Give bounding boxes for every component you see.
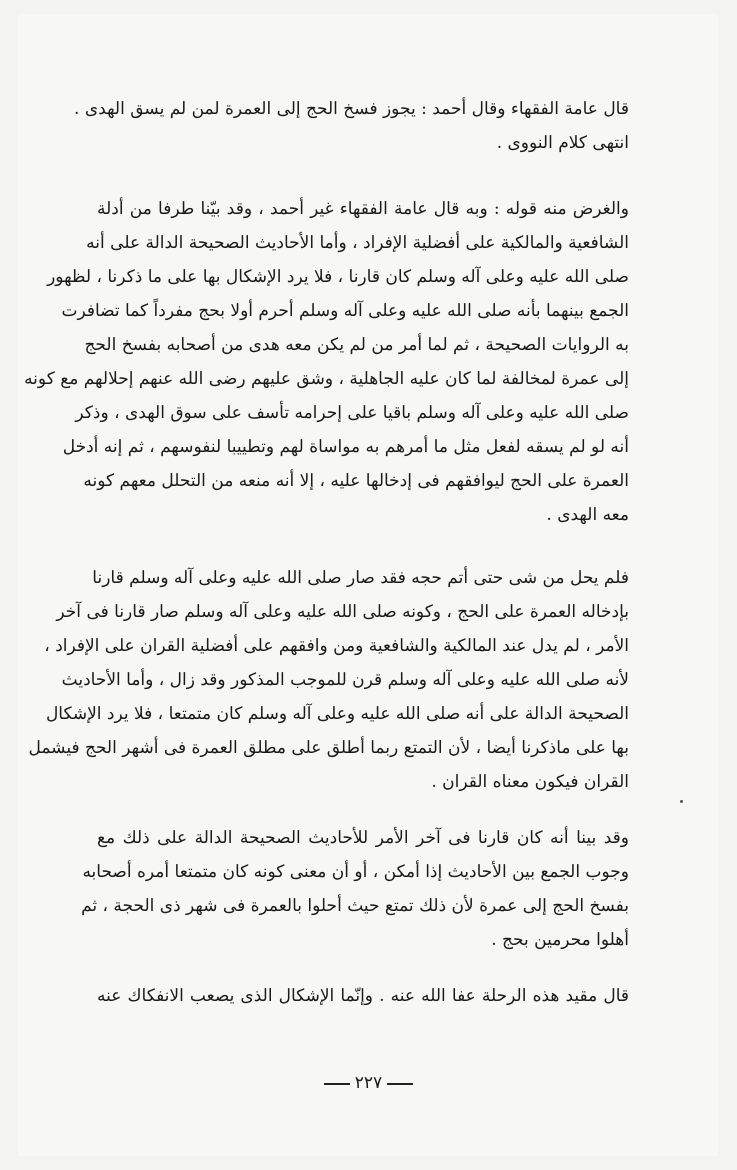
text-line: والغرض منه قوله : وبه قال عامة الفقهاء غير أحمد ، وقد بيّنا طرفا من أدلة bbox=[97, 199, 629, 219]
text-line: وجوب الجمع بين الأحاديث إذا أمكن ، أو أن معنى كونه كان متمتعا أمره أصحابه bbox=[82, 862, 629, 882]
text-line: الصحيحة الدالة على أنه صلى الله عليه وعلى آله وسلم كان متمتعا ، فلا يرد الإشكال bbox=[45, 704, 629, 724]
paragraph-1 bbox=[74, 92, 629, 160]
text-line: صلى الله عليه وعلى آله وسلم كان قارنا ، فلا يرد الإشكال بها على ما ذكرنا ، لظهور bbox=[47, 267, 629, 287]
paragraph-2 bbox=[24, 192, 629, 532]
text-line: أهلوا محرمين بحج . bbox=[491, 930, 629, 950]
text-line: انتهى كلام النووى . bbox=[496, 133, 629, 153]
text-line: بإدخاله العمرة على الحج ، وكونه صلى الله عليه وعلى آله وسلم صار قارنا فى آخر bbox=[56, 602, 629, 622]
text-line: العمرة على الحج ليوافقهم فى إدخالها عليه ، إلا أنه منعه من التحلل معهم كونه bbox=[83, 471, 629, 491]
text-line: قال مقيد هذه الرحلة عفا الله عنه . وإنّما الإشكال الذى يصعب الانفكاك عنه bbox=[97, 986, 629, 1006]
text-line: معه الهدى . bbox=[546, 505, 629, 525]
dash-left bbox=[387, 1083, 413, 1085]
scan-speck bbox=[680, 800, 683, 803]
text-line: بها على ماذكرنا أيضا ، لأن التمتع ربما أطلق على مطلق العمرة فى أشهر الحج فيشمل bbox=[28, 738, 629, 758]
text-line: فلم يحل من شى حتى أتم حجه فقد صار صلى الله عليه وعلى آله وسلم قارنا bbox=[92, 568, 629, 588]
dash-right bbox=[324, 1083, 350, 1085]
page-number-value: ٢٢٧ bbox=[354, 1073, 383, 1093]
text-line: وقد بينا أنه كان قارنا فى آخر الأمر للأحاديث الصحيحة الدالة على ذلك مع bbox=[97, 828, 629, 848]
text-line: إلى عمرة لمخالفة لما كان عليه الجاهلية ، وشق عليهم رضى الله عنهم إحلالهم مع كونه bbox=[24, 369, 629, 389]
text-line: الشافعية والمالكية على أفضلية الإفراد ، وأما الأحاديث الصحيحة الدالة على أنه bbox=[86, 233, 629, 253]
text-line: أنه لو لم يسقه لفعل مثل ما أمرهم به مواساة لهم وتطييبا لنفوسهم ، ثم إنه أدخل bbox=[62, 437, 629, 457]
text-line: القران فيكون معناه القران . bbox=[431, 772, 629, 792]
paragraph-5 bbox=[97, 979, 629, 1013]
text-line: لأنه صلى الله عليه وعلى آله وسلم قرن للموجب المذكور وقد زال ، وأما الأحاديث bbox=[61, 670, 629, 690]
text-line: قال عامة الفقهاء وقال أحمد : يجوز فسخ الحج إلى العمرة لمن لم يسق الهدى . bbox=[74, 99, 629, 119]
paragraph-3 bbox=[28, 561, 629, 799]
page-body bbox=[24, 92, 629, 1013]
page-number bbox=[0, 1073, 737, 1093]
paragraph-4 bbox=[81, 821, 629, 957]
text-line: الجمع بينهما بأنه صلى الله عليه وعلى آله وسلم أحرم أولا بحج مفرداً كما تضافرت bbox=[61, 301, 629, 321]
text-line: بفسخ الحج إلى عمرة لأن ذلك تمتع حيث أحلوا بالعمرة فى شهر ذى الحجة ، ثم bbox=[81, 896, 629, 916]
text-line: به الروايات الصحيحة ، ثم لما أمر من لم يكن معه هدى من أصحابه بفسخ الحج bbox=[84, 335, 629, 355]
text-line: الأمر ، لم يدل عند المالكية والشافعية ومن وافقهم على أفضلية القران على الإفراد ، bbox=[44, 636, 629, 656]
text-line: صلى الله عليه وعلى آله وسلم باقيا على إحرامه تأسف على سوق الهدى ، وذكر bbox=[75, 403, 629, 423]
